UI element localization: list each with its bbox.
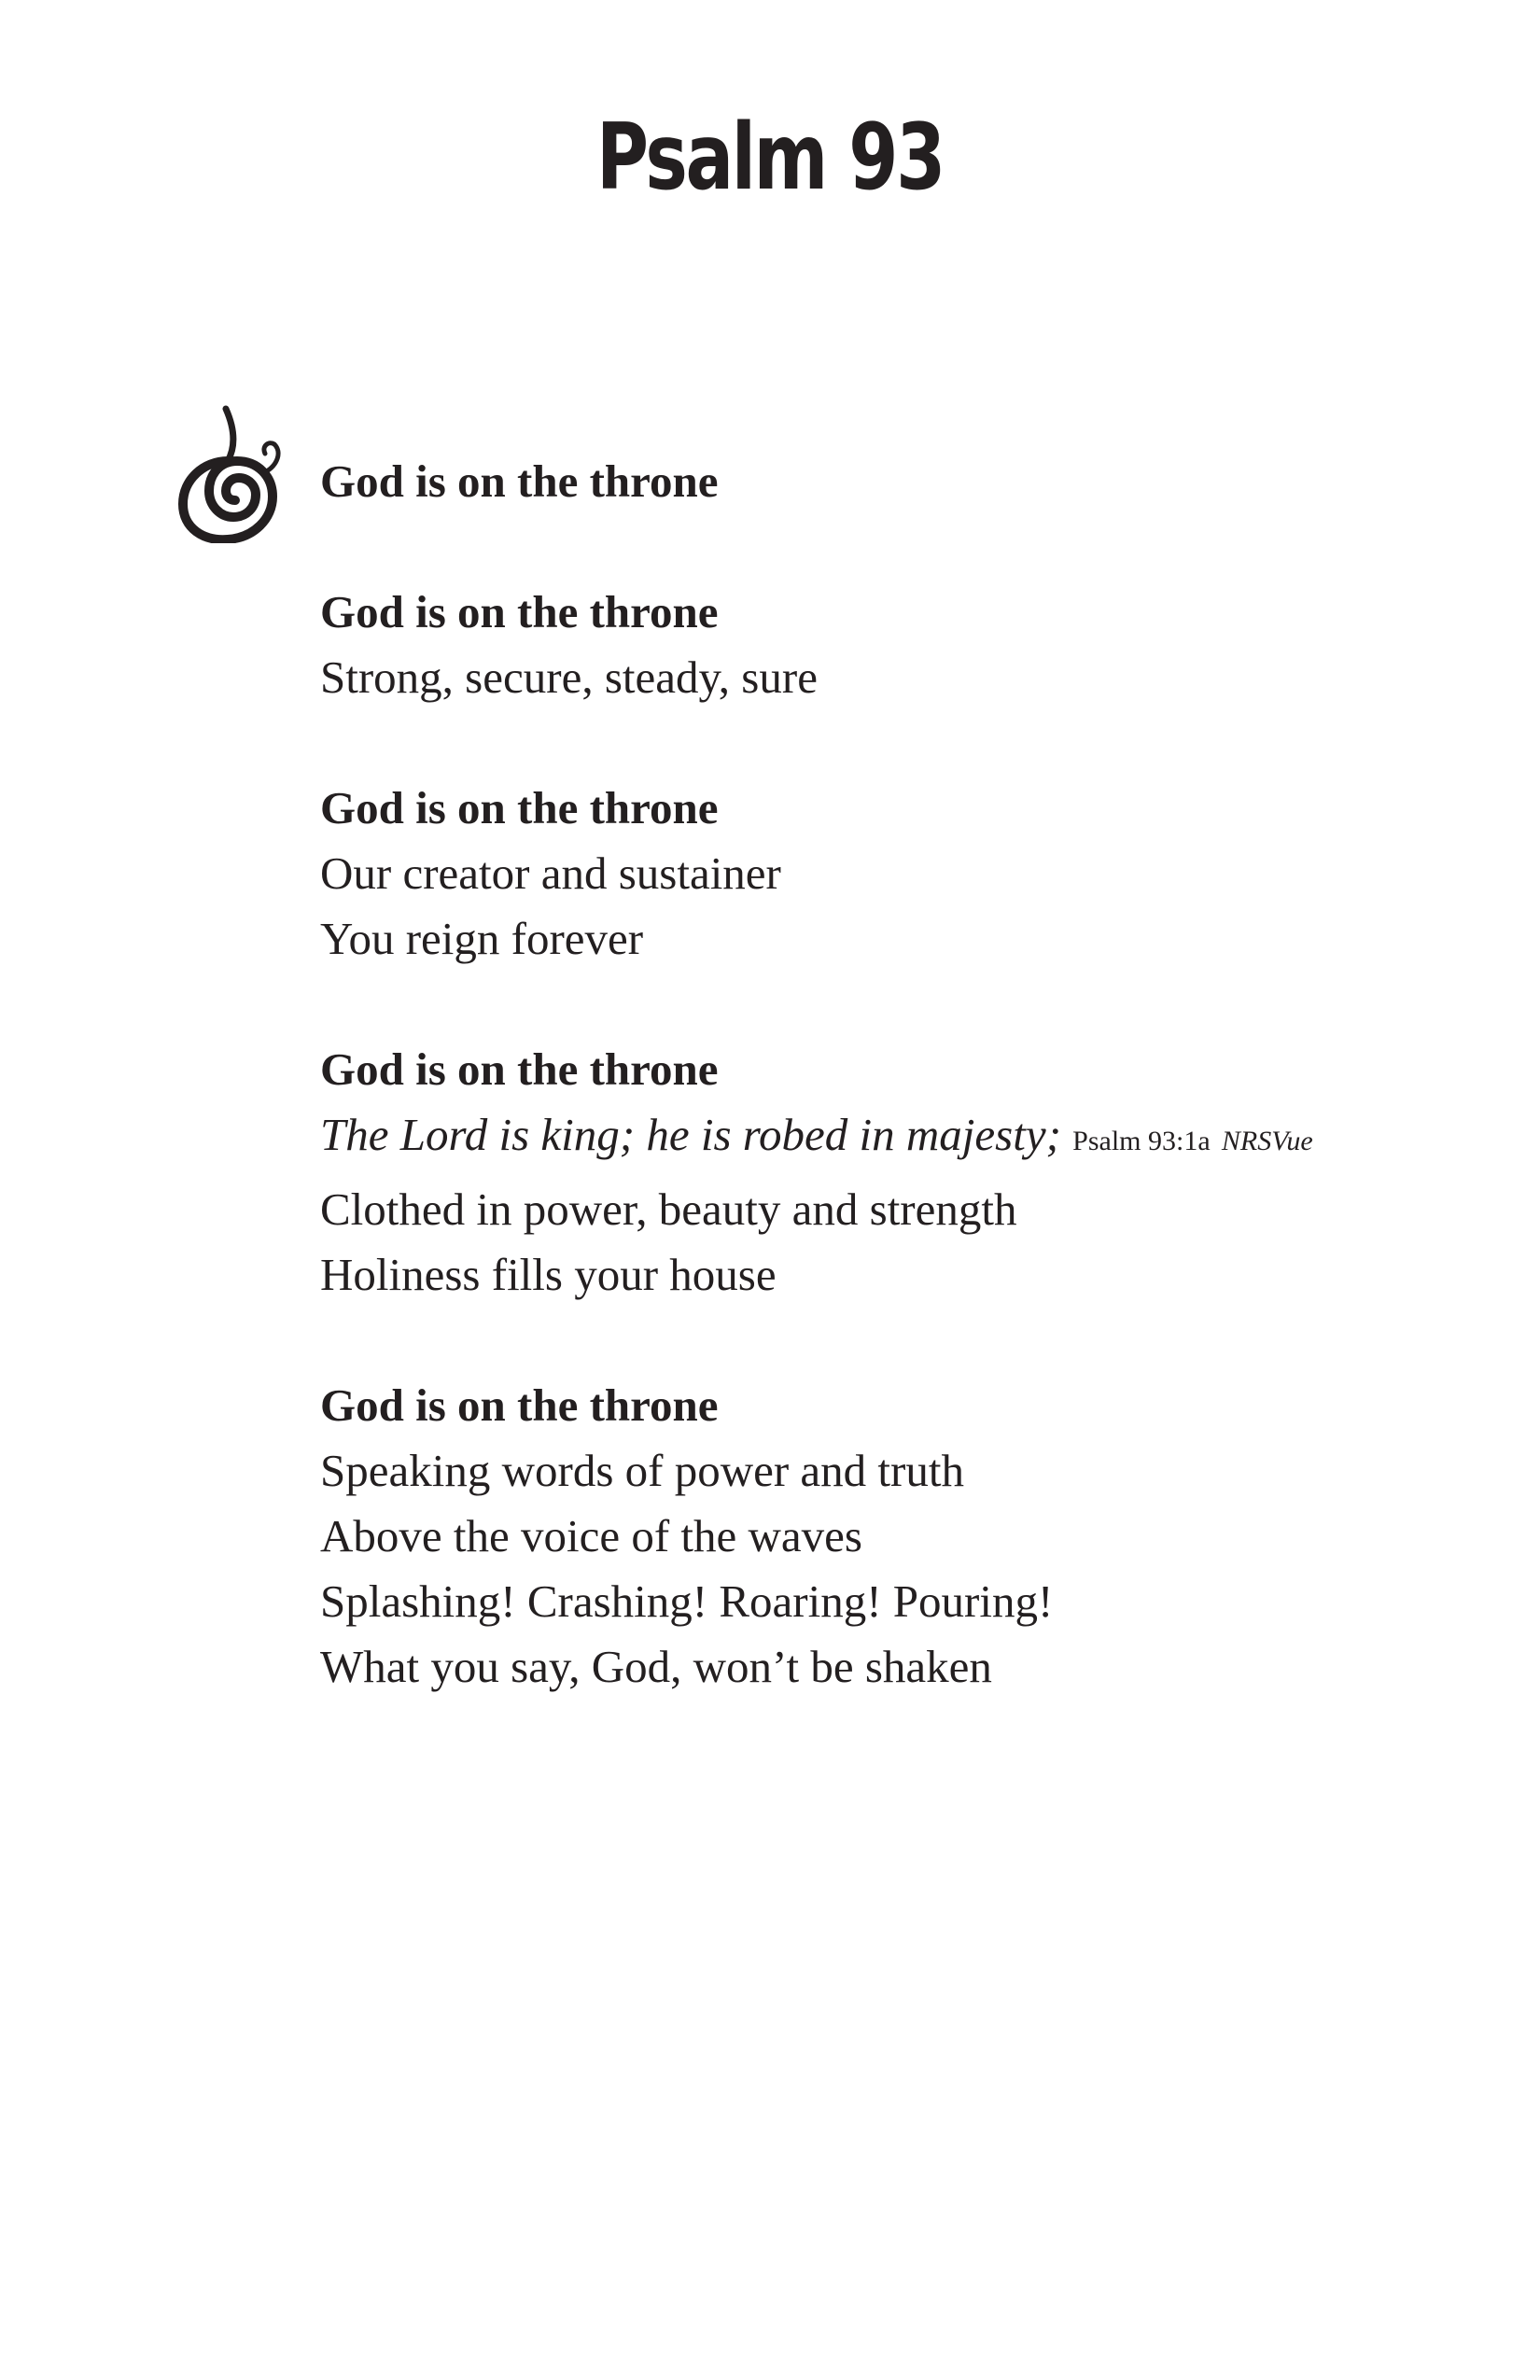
scripture-quote — [320, 1102, 1487, 1177]
verse-line: What you say, God, won’t be shaken — [320, 1641, 992, 1692]
verse-line: You reign forever — [320, 913, 644, 964]
refrain-line: God is on the throne — [320, 782, 719, 833]
refrain-line: God is on the throne — [320, 1043, 719, 1095]
stanza-3 — [320, 776, 1487, 972]
quote-text: The Lord is king; he is robed in majesty; — [320, 1109, 1061, 1160]
verse-line: Our creator and sustainer — [320, 847, 781, 899]
verse-line: Above the voice of the waves — [320, 1510, 862, 1561]
stanza-2 — [320, 580, 1487, 710]
verse-line: Clothed in power, beauty and strength — [320, 1183, 1017, 1235]
spiral-icon — [175, 403, 287, 543]
quote-version: NRSVue — [1221, 1126, 1313, 1156]
refrain-line: God is on the throne — [320, 1379, 719, 1431]
verse-line: Holiness fills your house — [320, 1249, 777, 1300]
verse-line: Splashing! Crashing! Roaring! Pouring! — [320, 1575, 1054, 1627]
stanza-1 — [320, 449, 1487, 514]
page-title: Psalm 93 — [596, 105, 944, 211]
refrain-line: God is on the throne — [320, 455, 719, 507]
quote-reference: Psalm 93:1a — [1072, 1126, 1211, 1156]
refrain-line: God is on the throne — [320, 586, 719, 637]
stanza-5 — [320, 1373, 1487, 1700]
verse-line: Strong, secure, steady, sure — [320, 651, 818, 703]
stanza-4 — [320, 1037, 1487, 1308]
verse-line: Speaking words of power and truth — [320, 1445, 964, 1496]
